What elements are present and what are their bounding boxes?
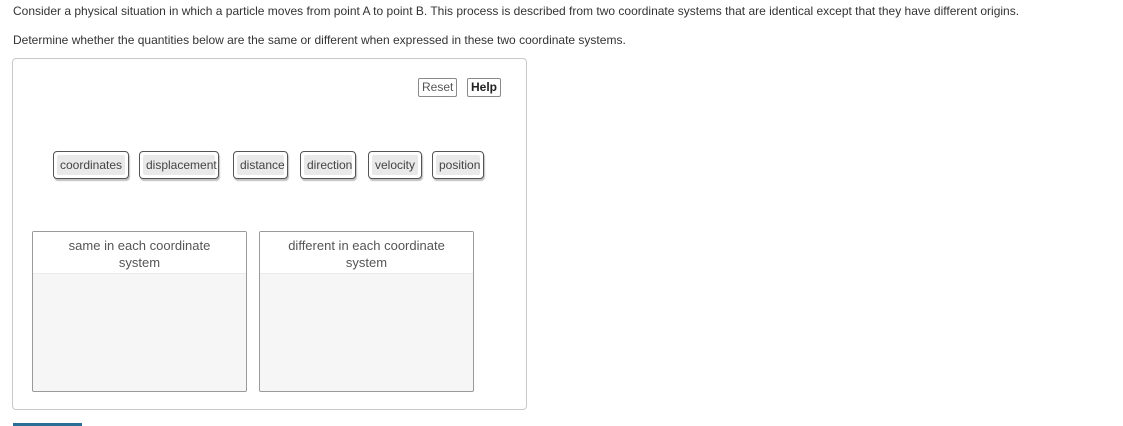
reset-button[interactable]: Reset [418, 78, 457, 97]
chip-label: coordinates [57, 155, 125, 175]
instruction-text: Determine whether the quantities below are the same or different when expressed in these two coordinate systems. [13, 33, 626, 47]
chip-label: distance [237, 155, 284, 175]
drop-zone-different[interactable] [259, 231, 474, 392]
help-button[interactable]: Help [467, 78, 501, 97]
chip-position[interactable] [432, 151, 484, 179]
drop-zone-label: different in each coordinate system [260, 232, 473, 274]
chip-label: velocity [372, 155, 418, 175]
drop-zone-label: same in each coordinate system [33, 232, 246, 274]
chip-velocity[interactable] [368, 151, 422, 179]
chip-coordinates[interactable] [53, 151, 129, 179]
chip-direction[interactable] [300, 151, 356, 179]
chip-label: direction [304, 155, 352, 175]
drop-zone-same[interactable] [32, 231, 247, 392]
chip-distance[interactable] [233, 151, 288, 179]
chip-label: position [436, 155, 480, 175]
question-text: Consider a physical situation in which a particle moves from point A to point B. This process is described from two coordinate systems that are identical except that they have different origins. [13, 4, 1020, 18]
chip-label: displacement [143, 155, 215, 175]
sorting-panel [12, 58, 527, 410]
chip-displacement[interactable] [139, 151, 219, 179]
